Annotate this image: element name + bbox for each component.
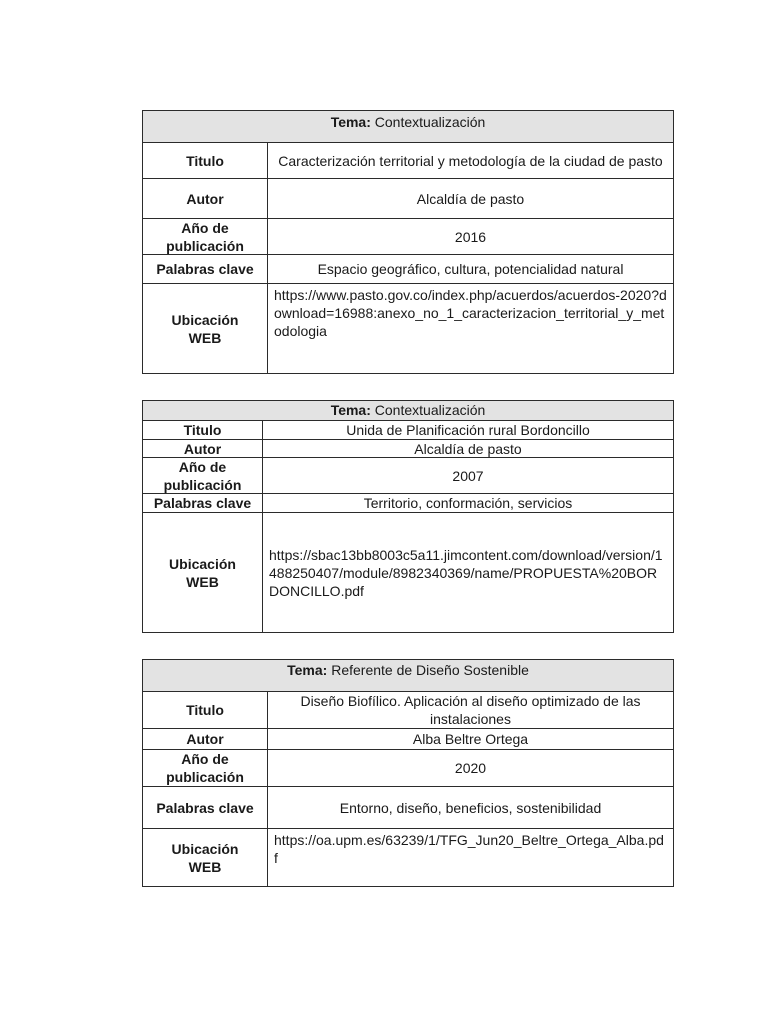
autor-value: Alcaldía de pasto — [414, 440, 522, 457]
row-palabras-clave — [143, 493, 673, 512]
web-label-line2: WEB — [188, 329, 222, 346]
ubicacion-web-label — [143, 513, 263, 632]
anio-label-line1: Año de — [181, 219, 229, 236]
row-titulo — [143, 142, 673, 178]
reference-card-2 — [142, 400, 674, 633]
web-label-line1: Ubicación — [169, 555, 236, 572]
row-palabras-clave — [143, 254, 673, 283]
row-titulo — [143, 691, 673, 728]
web-label-line1: Ubicación — [171, 840, 239, 857]
reference-card-1 — [142, 110, 674, 374]
ubicacion-web-label — [143, 284, 268, 373]
row-autor — [143, 439, 673, 457]
row-anio — [143, 218, 673, 254]
row-anio — [143, 457, 673, 493]
card-header — [143, 401, 673, 420]
titulo-label: Titulo — [143, 692, 268, 728]
palabras-clave-label: Palabras clave — [143, 787, 268, 828]
anio-label — [143, 750, 268, 786]
row-autor — [143, 178, 673, 218]
card-header — [143, 660, 673, 691]
ubicacion-web-link[interactable]: https://oa.upm.es/63239/1/TFG_Jun20_Beltre_Ortega_Alba.pdf — [274, 832, 664, 866]
anio-label-line1: Año de — [181, 751, 229, 767]
autor-value: Alcaldía de pasto — [416, 190, 525, 207]
row-ubicacion-web — [143, 512, 673, 632]
titulo-label: Titulo — [143, 143, 268, 178]
row-anio — [143, 749, 673, 786]
row-palabras-clave — [143, 786, 673, 828]
anio-label-line2: publicación — [166, 769, 244, 785]
anio-value: 2007 — [452, 467, 484, 484]
row-ubicacion-web — [143, 283, 673, 373]
anio-label-line2: publicación — [166, 237, 244, 254]
autor-value: Alba Beltre Ortega — [412, 731, 529, 747]
ubicacion-web-link[interactable]: https://www.pasto.gov.co/index.php/acuerdos/acuerdos-2020?download=16988:anexo_no_1_caracterizacion_territorial_y_metodologia — [274, 287, 667, 339]
anio-label — [143, 219, 268, 254]
anio-value: 2016 — [454, 228, 487, 245]
anio-value: 2020 — [454, 760, 487, 776]
palabras-clave-value: Entorno, diseño, beneficios, sostenibilidad — [339, 799, 602, 816]
ubicacion-web-label — [143, 829, 268, 886]
reference-card-3 — [142, 659, 674, 887]
tema-label: Tema: — [287, 662, 328, 678]
autor-label: Autor — [143, 440, 263, 457]
tema-value: Contextualización — [374, 114, 486, 130]
row-titulo — [143, 420, 673, 439]
palabras-clave-label: Palabras clave — [143, 255, 268, 283]
palabras-clave-label: Palabras clave — [143, 494, 263, 512]
titulo-value: Unida de Planificación rural Bordoncillo — [346, 422, 590, 438]
card-header — [143, 111, 673, 142]
anio-label-line1: Año de — [178, 458, 227, 475]
palabras-clave-value: Territorio, conformación, servicios — [363, 495, 573, 511]
row-ubicacion-web — [143, 828, 673, 886]
autor-label: Autor — [143, 179, 268, 218]
palabras-clave-value: Espacio geográfico, cultura, potencialidad natural — [317, 261, 624, 277]
titulo-value: Diseño Biofílico. Aplicación al diseño optimizado de las instalaciones — [300, 693, 641, 727]
titulo-label: Titulo — [143, 421, 263, 439]
autor-label: Autor — [143, 729, 268, 749]
anio-label — [143, 458, 263, 493]
ubicacion-web-link[interactable]: https://sbac13bb8003c5a11.jimcontent.com/download/version/1488250407/module/8982340369/name/PROPUESTA%20BORDONCILLO.pdf — [269, 546, 663, 599]
tema-value: Referente de Diseño Sostenible — [331, 662, 529, 678]
web-label-line1: Ubicación — [171, 311, 239, 328]
row-autor — [143, 728, 673, 749]
anio-label-line2: publicación — [163, 476, 242, 493]
tema-label: Tema: — [330, 114, 371, 130]
web-label-line2: WEB — [186, 573, 219, 590]
titulo-value: Caracterización territorial y metodología de la ciudad de pasto — [278, 152, 663, 169]
tema-label: Tema: — [330, 402, 371, 418]
web-label-line2: WEB — [188, 858, 222, 875]
tema-value: Contextualización — [374, 402, 486, 418]
